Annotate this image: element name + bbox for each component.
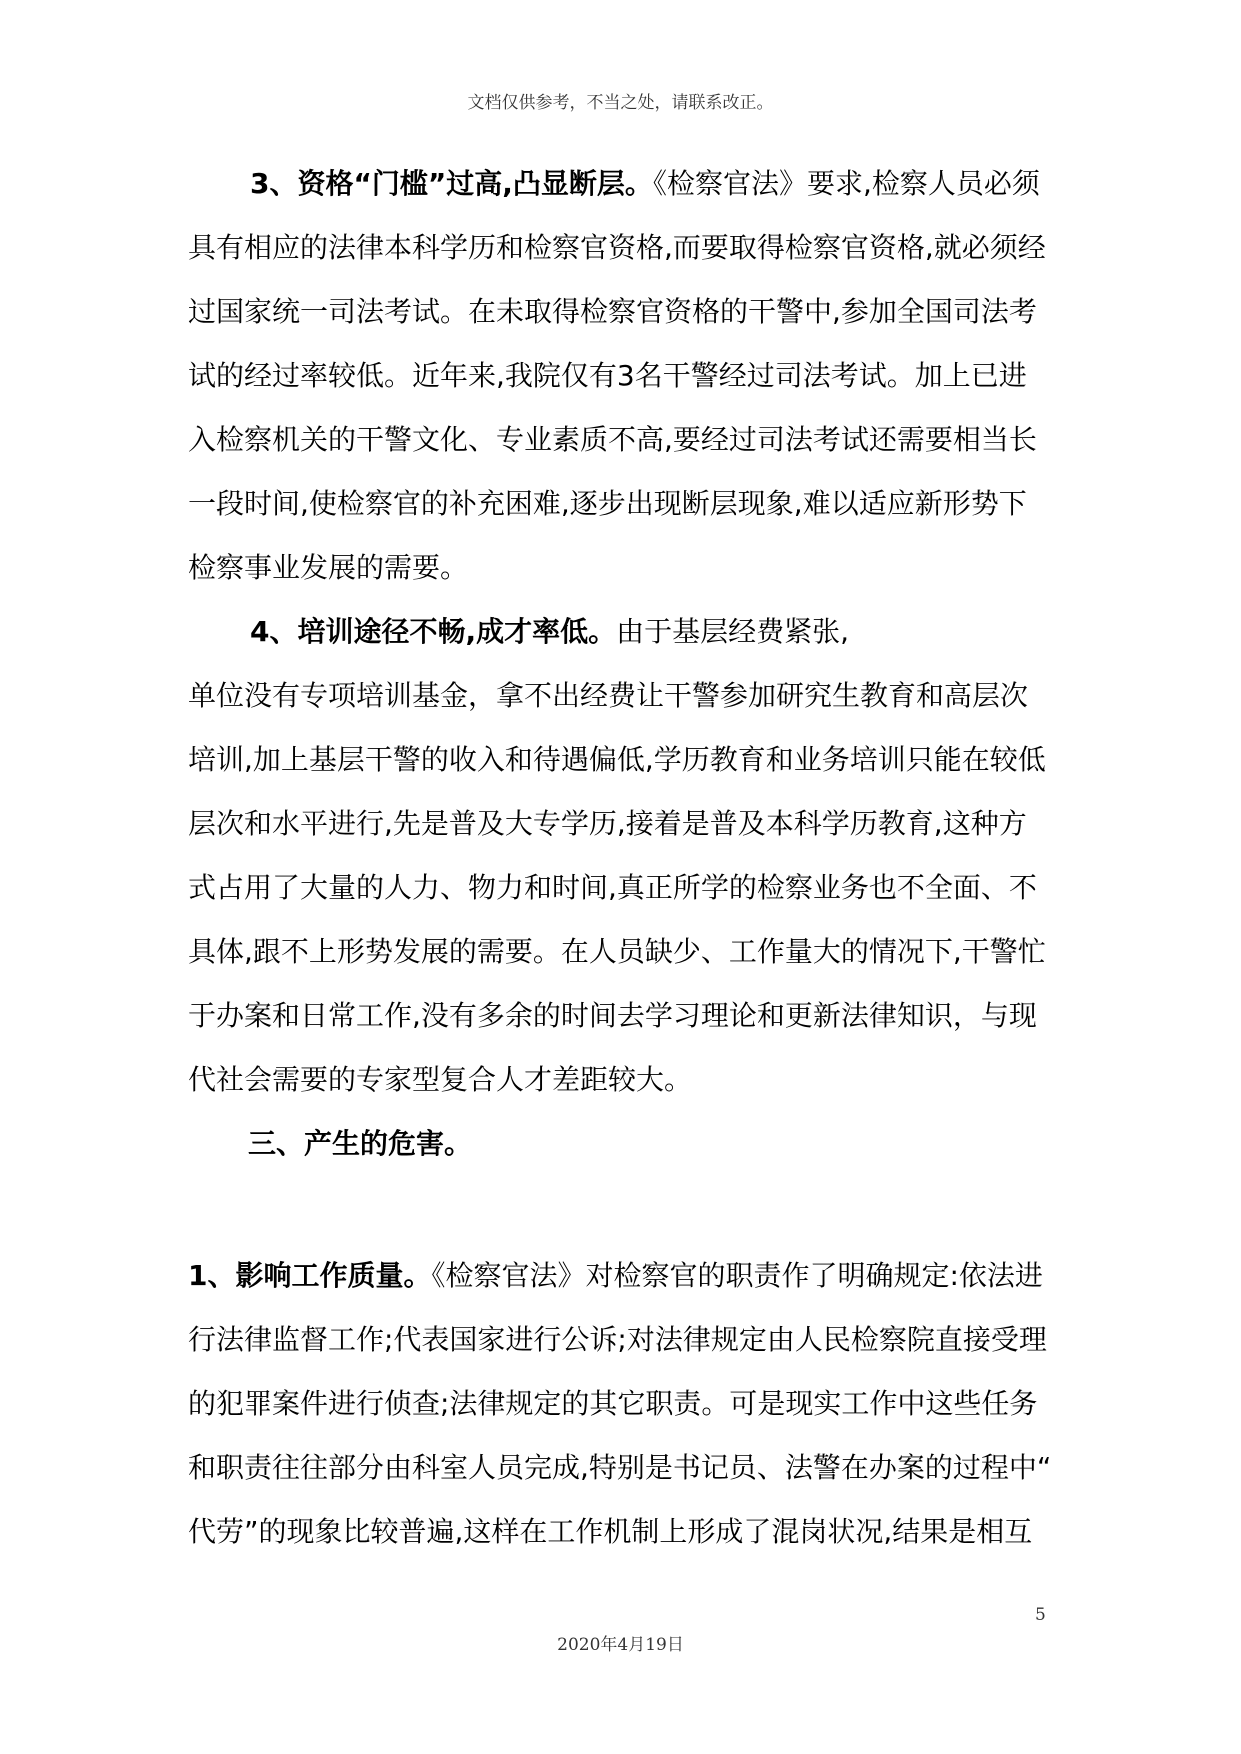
paragraph-3-line: 试的经过率较低。近年来,我院仅有3名干警经过司法考试。加上已进 bbox=[188, 359, 1027, 392]
paragraph-4-line: 由于基层经费紧张, bbox=[616, 615, 850, 648]
paragraph-1-first-line bbox=[188, 1244, 1118, 1308]
paragraph-4-line: 培训,加上基层干警的收入和待遇偏低,学历教育和业务培训只能在较低 bbox=[188, 743, 1046, 776]
paragraph-3-line: 一段时间,使检察官的补充困难,逐步出现断层现象,难以适应新形势下 bbox=[188, 487, 1027, 520]
footer-date: 2020年4月19日 bbox=[557, 1635, 684, 1655]
paragraph-3-line: 《检察官法》要求,检察人员必须 bbox=[652, 167, 1040, 200]
paragraph-3-line: 具有相应的法律本科学历和检察官资格,而要取得检察官资格,就必须经 bbox=[188, 231, 1046, 264]
paragraph-4-first-line bbox=[188, 600, 1118, 664]
paragraph-4-line: 式占用了大量的人力、物力和时间,真正所学的检察业务也不全面、不 bbox=[188, 871, 1037, 904]
paragraph-4-line: 代社会需要的专家型复合人才差距较大。 bbox=[188, 1063, 693, 1096]
paragraph-1-line: 的犯罪案件进行侦查;法律规定的其它职责。可是现实工作中这些任务 bbox=[188, 1387, 1038, 1420]
paragraph-1-heading: 1、影响工作质量。 bbox=[188, 1259, 432, 1292]
paragraph-4-line: 单位没有专项培训基金，拿不出经费让干警参加研究生教育和高层次 bbox=[188, 679, 1029, 712]
paragraph-1-line: 行法律监督工作;代表国家进行公诉;对法律规定由人民检察院直接受理 bbox=[188, 1323, 1047, 1356]
spacer bbox=[188, 1176, 1118, 1244]
section-3-heading: 三、产生的危害。 bbox=[248, 1127, 473, 1160]
paragraph-4-line: 于办案和日常工作,没有多余的时间去学习理论和更新法律知识，与现 bbox=[188, 999, 1037, 1032]
paragraph-4-line: 具体,跟不上形势发展的需要。在人员缺少、工作量大的情况下,干警忙 bbox=[188, 935, 1046, 968]
paragraph-1-line: 代劳”的现象比较普遍,这样在工作机制上形成了混岗状况,结果是相互 bbox=[188, 1515, 1033, 1548]
paragraph-3-line: 检察事业发展的需要。 bbox=[188, 551, 469, 584]
paragraph-3-line: 入检察机关的干警文化、专业素质不高,要经过司法考试还需要相当长 bbox=[188, 423, 1037, 456]
paragraph-3-line: 过国家统一司法考试。在未取得检察官资格的干警中,参加全国司法考 bbox=[188, 295, 1037, 328]
page-number: 5 bbox=[1035, 1605, 1046, 1625]
paragraph-4-heading: 4、培训途径不畅,成才率低。 bbox=[250, 615, 617, 648]
paragraph-3-first-line bbox=[188, 152, 1118, 216]
paragraph-1-line: 和职责往往部分由科室人员完成,特别是书记员、法警在办案的过程中“ bbox=[188, 1451, 1052, 1484]
header-note: 文档仅供参考，不当之处，请联系改正。 bbox=[467, 93, 774, 113]
paragraph-1-line: 《检察官法》对检察官的职责作了明确规定:依法进 bbox=[431, 1259, 1043, 1292]
body-text bbox=[188, 152, 1118, 1564]
paragraph-4-line: 层次和水平进行,先是普及大专学历,接着是普及本科学历教育,这种方 bbox=[188, 807, 1027, 840]
paragraph-3-heading: 3、资格“门槛”过高,凸显断层。 bbox=[250, 167, 653, 200]
